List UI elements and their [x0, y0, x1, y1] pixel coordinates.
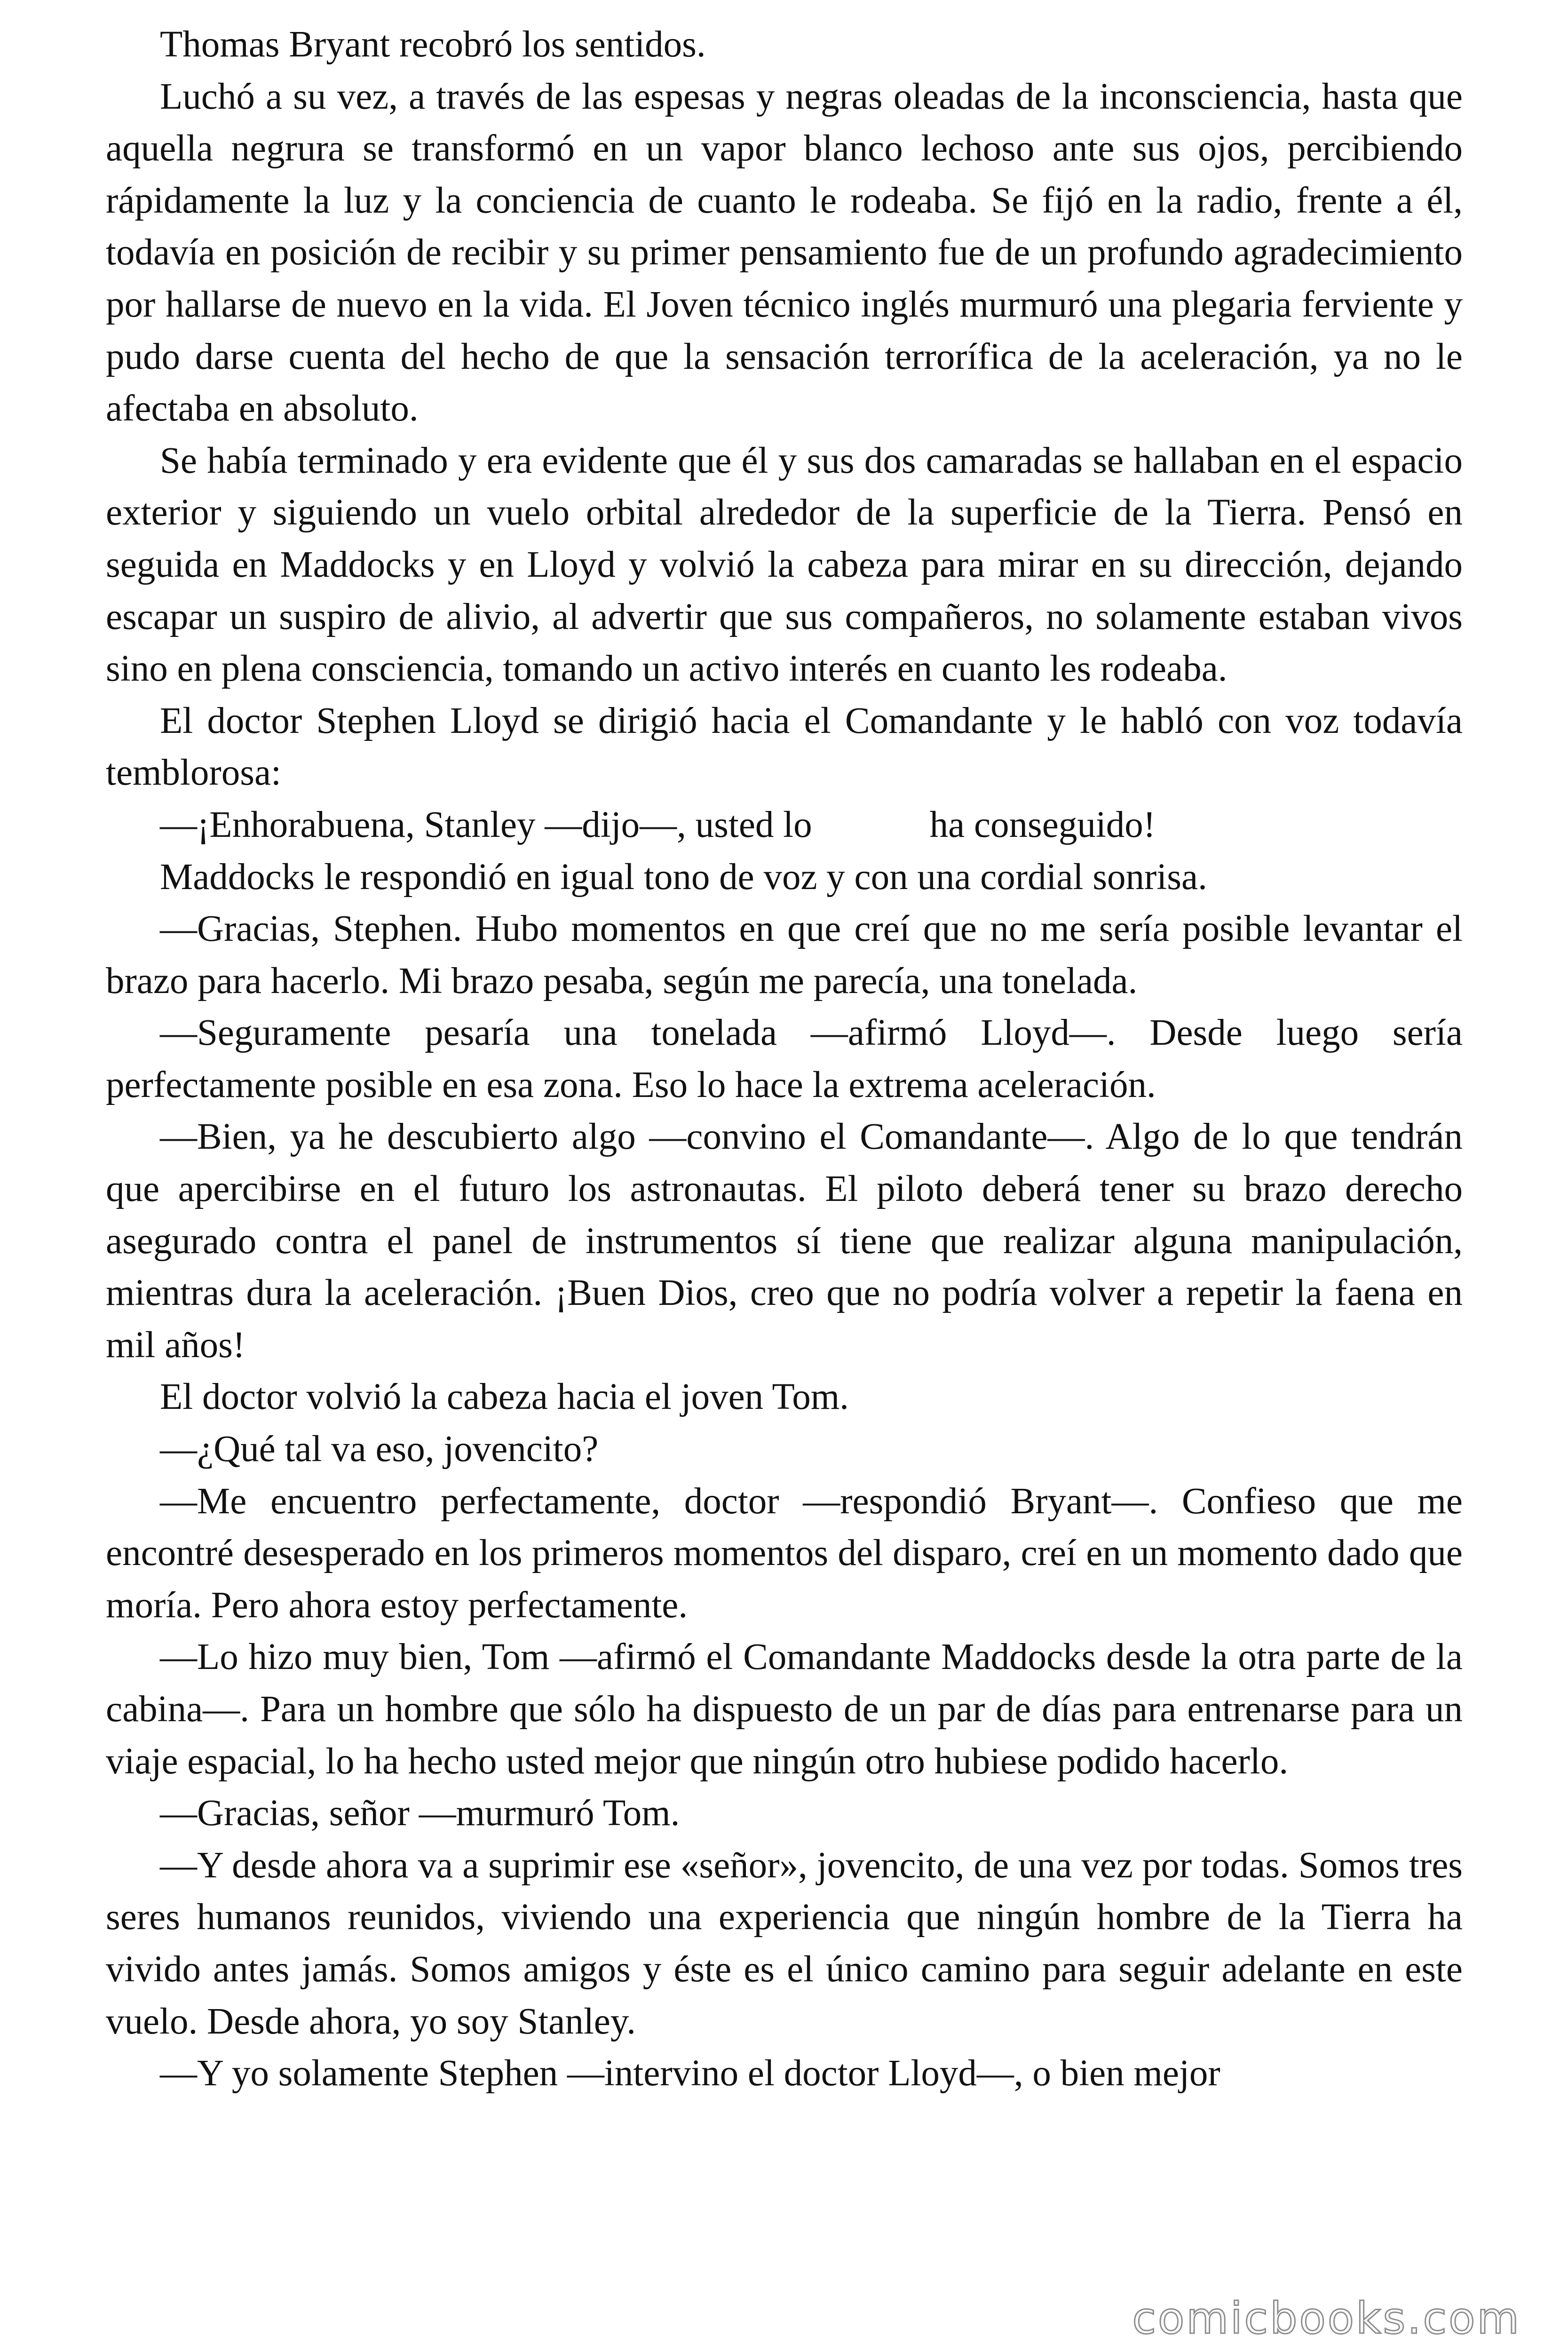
paragraph: Luchó a su vez, a través de las espesas y negras oleadas de la inconsciencia, hasta que aquella negrura se transformó en un vapor blanco lechoso ante sus ojos, percibiendo rápidamente la luz y la conciencia de cuanto le rodeaba. Se fijó en la radio, frente a él, todavía en posición de recibir y su primer pensamiento fue de un profundo agradecimiento por hallarse de nuevo en la vida. El Joven técnico inglés murmuró una plegaria ferviente y pudo darse cuenta del hecho de que la sensación terrorífica de la aceleración, ya no le afectaba en absoluto.: [106, 76, 1463, 429]
paragraph: Maddocks le respondió en igual tono de voz y con una cordial sonrisa.: [160, 856, 1207, 898]
paragraph: —Me encuentro perfectamente, doctor —respondió Bryant—. Confieso que me encontré desesperado en los primeros momentos del disparo, creí en un momento dado que moría. Pero ahora estoy perfectamente.: [106, 1480, 1463, 1626]
paragraph: El doctor volvió la cabeza hacia el joven Tom.: [160, 1376, 849, 1418]
paragraph-head: —¡Enhorabuena, Stanley —dijo—, usted lo: [160, 804, 812, 845]
watermark: comicbooks.com: [1132, 2293, 1521, 2344]
paragraph: —¿Qué tal va eso, jovencito?: [160, 1429, 599, 1470]
paragraph: Se había terminado y era evidente que él y sus dos camaradas se hallaban en el espacio exterior y siguiendo un vuelo orbital alrededor de la superficie de la Tierra. Pensó en seguida en Maddocks y en Lloyd y volvió la cabeza para mirar en su dirección, dejando escapar un suspiro de alivio, al advertir que sus compañeros, no solamente estaban vivos sino en plena consciencia, tomando un activo interés en cuanto les rodeaba.: [106, 440, 1463, 690]
paragraph: —Bien, ya he descubierto algo —convino el Comandante—. Algo de lo que tendrán que apercibirse en el futuro los astronautas. El piloto deberá tener su brazo derecho asegurado contra el panel de instrumentos sí tiene que realizar alguna manipulación, mientras dura la aceleración. ¡Buen Dios, creo que no podría volver a repetir la faena en mil años!: [106, 1116, 1463, 1366]
paragraph: —Seguramente pesaría una tonelada —afirmó Lloyd—. Desde luego sería perfectamente posible en esa zona. Eso lo hace la extrema aceleración.: [106, 1012, 1463, 1105]
paragraph: —Y desde ahora va a suprimir ese «señor», jovencito, de una vez por todas. Somos tres seres humanos reunidos, viviendo una experiencia que ningún hombre de la Tierra ha vivido antes jamás. Somos amigos y éste es el único camino para seguir adelante en este vuelo. Desde ahora, yo soy Stanley.: [106, 1844, 1463, 2042]
book-page: [106, 19, 1463, 2347]
paragraph: —Lo hizo muy bien, Tom —afirmó el Comandante Maddocks desde la otra parte de la cabina—. Para un hombre que sólo ha dispuesto de un par de días para entrenarse para un viaje espacial, lo ha hecho usted mejor que ningún otro hubiese podido hacerlo.: [106, 1637, 1463, 1782]
paragraph-with-gap: [106, 799, 1463, 851]
paragraph: —Y yo solamente Stephen —intervino el doctor Lloyd—, o bien mejor: [160, 2053, 1220, 2094]
paragraph: —Gracias, señor —murmuró Tom.: [160, 1793, 680, 1834]
paragraph: Thomas Bryant recobró los sentidos.: [160, 24, 706, 65]
paragraph: El doctor Stephen Lloyd se dirigió hacia el Comandante y le habló con voz todavía temblorosa:: [106, 700, 1463, 794]
paragraph: —Gracias, Stephen. Hubo momentos en que creí que no me sería posible levantar el brazo para hacerlo. Mi brazo pesaba, según me parecía, una tonelada.: [106, 908, 1463, 1001]
paragraph-tail: ha conseguido!: [929, 804, 1156, 845]
